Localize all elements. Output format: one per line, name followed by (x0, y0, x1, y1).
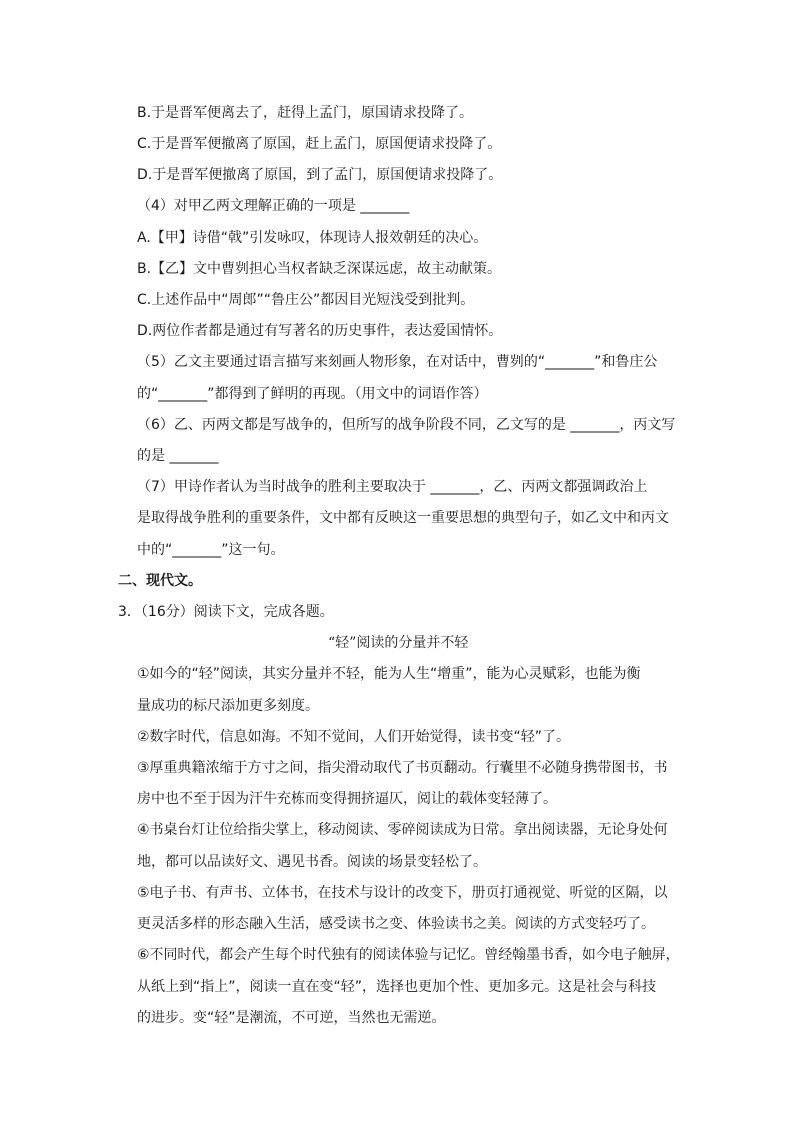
q4-option-d: D.两位作者都是通过有写著名的历史事件，表达爱国情怀。 (137, 323, 503, 339)
question-7-line3: 中的“_______”这一句。 (137, 542, 285, 558)
para-3-line1: ③厚重典籍浓缩于方寸之间，指尖滑动取代了书页翻动。行囊里不必随身携带图书，书 (137, 760, 668, 776)
para-6-line3: 的进步。变“轻”是潮流，不可逆，当然也无需逆。 (137, 1010, 446, 1026)
option-d: D.于是晋军便撤离了原国，到了孟门，原国便请求投降了。 (137, 167, 503, 183)
question-7-line2: 是取得战争胜利的重要条件，文中都有反映这一重要思想的典型句子，如乙文中和丙文 (137, 510, 669, 526)
para-2: ②数字时代，信息如海。不知不觉间，人们开始觉得，读书变“轻”了。 (137, 729, 571, 745)
q4-option-a: A.【甲】诗借“戟”引发咏叹，体现诗人报效朝廷的决心。 (137, 230, 488, 246)
para-1-line1: ①如今的“轻”阅读，其实分量并不轻，能为人生“增重”，能为心灵赋彩，也能为衡 (137, 666, 641, 682)
question-7-line1: （7）甲诗作者认为当时战争的胜利主要取决于 _______，乙、丙两文都强调政治上 (137, 479, 648, 495)
para-5-line2: 更灵活多样的形态融入生活，感受读书之变、体验读书之美。阅读的方式变轻巧了。 (137, 916, 655, 932)
question-4: （4）对甲乙两文理解正确的一项是 _______ (137, 198, 410, 214)
para-1-line2: 量成功的标尺添加更多刻度。 (137, 698, 319, 714)
para-4-line2: 地，都可以品读好文、遇见书香。阅读的场景变轻松了。 (137, 854, 487, 870)
question-5-line1: （5）乙文主要通过语言描写来刻画人物形象，在对话中，曹刿的“_______”和鲁庄公 (137, 354, 658, 370)
article-title: “轻”阅读的分量并不轻 (328, 635, 469, 651)
question-6-line1: （6）乙、丙两文都是写战争的，但所写的战争阶段不同，乙文写的是 _______，丙文写 (137, 417, 676, 433)
para-5-line1: ⑤电子书、有声书、立体书，在技术与设计的改变下，册页打通视觉、听觉的区隔，以 (137, 885, 668, 901)
option-b: B.于是晋军便离去了，赶得上孟门，原国请求投降了。 (137, 105, 474, 121)
para-4-line1: ④书桌台灯让位给指尖掌上，移动阅读、零碎阅读成为日常。拿出阅读器，无论身处何 (137, 822, 668, 838)
option-c: C.于是晋军便撤离了原国，赶上孟门，原国便请求投降了。 (137, 136, 502, 152)
para-3-line2: 房中也不至于因为汗牛充栋而变得拥挤逼仄，阅让的载体变轻薄了。 (137, 791, 557, 807)
para-6-line1: ⑥不同时代，都会产生每个时代独有的阅读体验与记忆。曾经翰墨书香，如今电子触屏， (137, 947, 680, 963)
para-6-line2: 从纸上到“指上”，阅读一直在变“轻”，选择也更加个性、更加多元。这是社会与科技 (137, 979, 657, 995)
question-6-line2: 的是 _______ (137, 448, 219, 464)
question-3-intro: 3．（16分）阅读下文，完成各题。 (118, 604, 334, 620)
question-5-line2: 的“_______”都得到了鲜明的再现。（用文中的词语作答） (137, 386, 488, 402)
q4-option-c: C.上述作品中“周郎”“鲁庄公”都因目光短浅受到批判。 (137, 292, 475, 308)
section-heading: 二、现代文。 (118, 573, 202, 589)
q4-option-b: B.【乙】文中曹刿担心当权者缺乏深谋远虑，故主动献策。 (137, 261, 502, 277)
